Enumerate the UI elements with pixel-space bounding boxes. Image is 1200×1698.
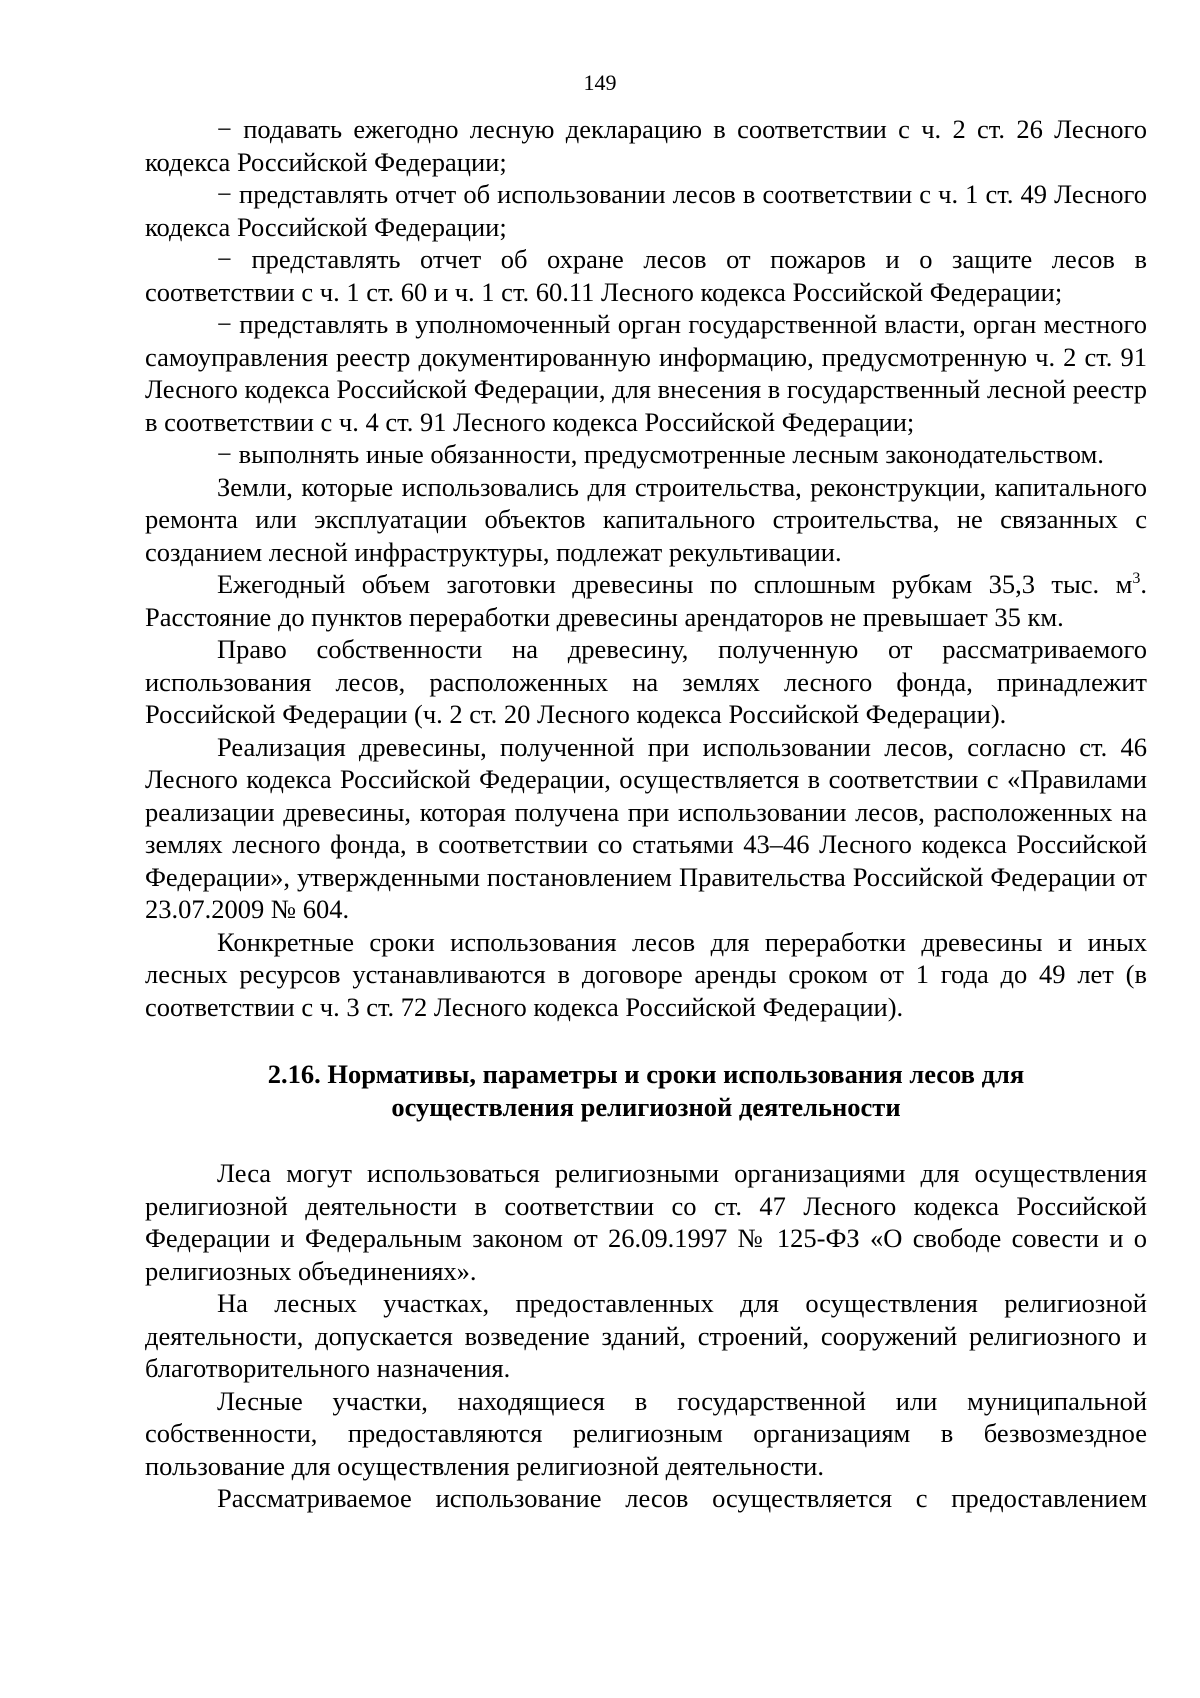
page-content — [145, 113, 1147, 1515]
superscript-cubic: 3 — [1132, 570, 1141, 588]
list-item-registry-info: − представлять в уполномоченный орган государственной власти, орган местного самоуправления реестр документированную информацию, предусмотренную ч. 2 ст. 91 Лесного кодекса Российской Федерации, для внесения в государственный лесной реестр в соответствии с ч. 4 ст. 91 Лесного кодекса Российской Федерации; — [145, 309, 1147, 437]
paragraph-continuation: Рассматриваемое использование лесов осуществляется с предоставлением — [217, 1483, 1147, 1513]
paragraph-lease-terms: Конкретные сроки использования лесов для переработки древесины и иных лесных ресурсов устанавливаются в договоре аренды сроком от 1 года до 49 лет (в соответствии с ч. 3 ст. 72 Лесного кодекса Российской Федерации). — [145, 926, 1147, 1022]
list-item-declaration: − подавать ежегодно лесную декларацию в соответствии с ч. 2 ст. 26 Лесного кодекса Российской Федерации; — [145, 114, 1147, 177]
harvest-volume-text: Ежегодный объем заготовки древесины по сплошным рубкам 35,3 тыс. м — [217, 569, 1133, 599]
paragraph-construction-allowed: На лесных участках, предоставленных для осуществления религиозной деятельности, допускается возведение зданий, строений, сооружений религиозного и благотворительного назначения. — [145, 1288, 1147, 1383]
section-heading: 2.16. Нормативы, параметры и сроки использования лесов для осуществления религиозной деятельности — [267, 1059, 1025, 1122]
paragraph-harvest-volume — [145, 568, 1147, 633]
harvest-distance-text: . Расстояние до пунктов переработки древесины арендаторов не превышает 35 км. — [145, 569, 1147, 632]
paragraph-ownership: Право собственности на древесину, полученную от рассматриваемого использования лесов, расположенных на землях лесного фонда, принадлежит Российской Федерации (ч. 2 ст. 20 Лесного кодекса Российской Федерации). — [145, 634, 1147, 729]
paragraph-sale-rules: Реализация древесины, полученной при использовании лесов, согласно ст. 46 Лесного кодекса Российской Федерации, осуществляется в соответствии с «Правилами реализации древесины, которая получена при использовании лесов, расположенных на землях лесного фонда, в соответствии со статьями 43–46 Лесного кодекса Российской Федерации», утвержденными постановлением Правительства Российской Федерации от 23.07.2009 № 604. — [145, 731, 1147, 924]
list-item-other-duties: − выполнять иные обязанности, предусмотренные лесным законодательством. — [217, 439, 1104, 469]
paragraph-reclamation: Земли, которые использовались для строительства, реконструкции, капитального ремонта или эксплуатации объектов капитального строительства, не связанных с созданием лесной инфраструктуры, подлежат рекультивации. — [145, 471, 1147, 567]
page-number: 149 — [583, 70, 617, 95]
paragraph-religious-use: Леса могут использоваться религиозными организациями для осуществления религиозной деятельности в соответствии со ст. 47 Лесного кодекса Российской Федерации и Федеральным законом от 26.09.1997 № 125-ФЗ «О свободе совести и о религиозных объединениях». — [145, 1158, 1147, 1286]
list-item-usage-report: − представлять отчет об использовании лесов в соответствии с ч. 1 ст. 49 Лесного кодекса Российской Федерации; — [145, 179, 1147, 242]
list-item-protection-report: − представлять отчет об охране лесов от пожаров и о защите лесов в соответствии с ч. 1 ст. 60 и ч. 1 ст. 60.11 Лесного кодекса Российской Федерации; — [145, 244, 1147, 307]
paragraph-free-use: Лесные участки, находящиеся в государственной или муниципальной собственности, предоставляются религиозным организациям в безвозмездное пользование для осуществления религиозной деятельности. — [145, 1385, 1147, 1481]
